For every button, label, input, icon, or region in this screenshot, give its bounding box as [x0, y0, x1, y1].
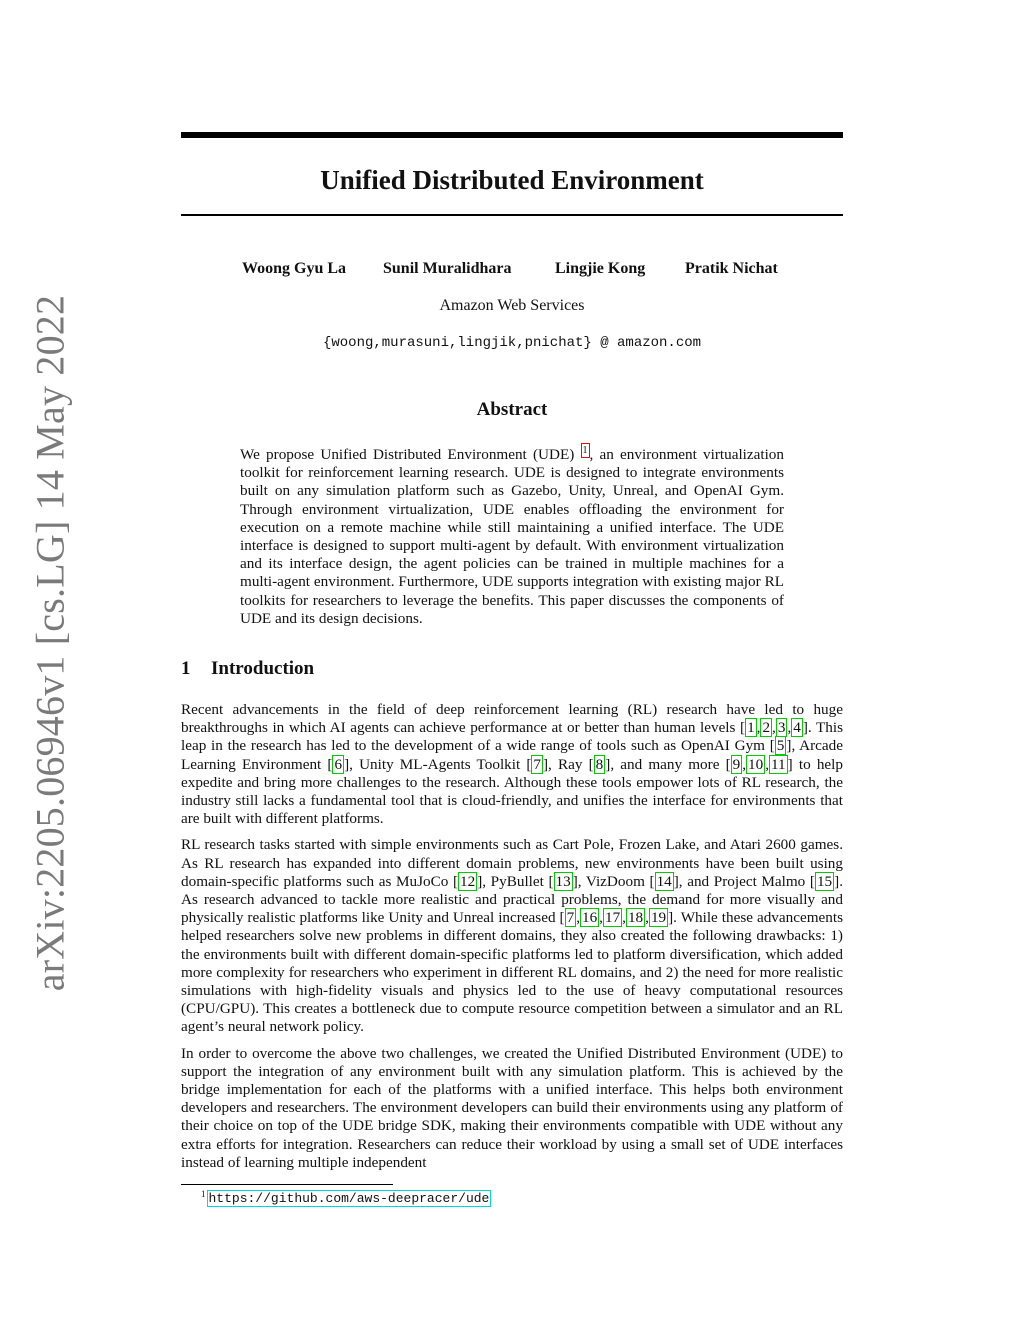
paragraph-text: ,	[787, 719, 792, 737]
paragraph-text: ,	[622, 909, 626, 927]
paragraph-text: In order to overcome the above two challenges, we created the Unified Distributed Environment (UDE) to support the integration of any environment built with any simulation platform. This is achieved by the bridge implementation for each of the platforms with a unified interface. This helps both environment developers and researchers. The environment developers can build their environments using any platform of their choice on top of the UDE bridge SDK, making their environments compatible with UDE without any extra efforts for integration. Researchers can reduce their workload by using a small set of UDE interfaces instead of learning multiple independent	[181, 1044, 843, 1171]
citation-link[interactable]: 8	[595, 755, 604, 773]
paragraph-text: ,	[576, 909, 580, 927]
affiliation: Amazon Web Services	[439, 297, 585, 314]
paragraph-text: ,	[765, 755, 770, 773]
citation-link[interactable]: 14	[656, 872, 672, 890]
paragraph-text: ,	[756, 719, 761, 737]
citation-link[interactable]: 12	[460, 872, 476, 890]
section-number: 1	[181, 658, 191, 679]
citation-link[interactable]: 16	[581, 909, 598, 927]
author-list	[181, 260, 843, 284]
paragraph-text: ], and many more [	[605, 755, 731, 773]
paragraph-text: ], Ray [	[543, 755, 594, 773]
citation-link[interactable]: 5	[776, 737, 785, 755]
title-bottom-rule	[181, 214, 843, 216]
repository-link[interactable]: https://github.com/aws-deepracer/ude	[208, 1191, 490, 1207]
intro-paragraph	[181, 836, 843, 1036]
footnote-mark: 1	[201, 1189, 206, 1199]
footnote	[201, 1189, 491, 1206]
citation-link[interactable]: 9	[732, 755, 741, 773]
citation-link[interactable]: 11	[771, 755, 786, 773]
citation-link[interactable]: 17	[604, 909, 621, 927]
citation-link[interactable]: 13	[555, 872, 571, 890]
footnote-link[interactable]: 1	[582, 445, 588, 456]
author-name: Sunil Muralidhara	[383, 260, 512, 277]
paragraph-text: Recent advancements in the field of deep reinforcement learning (RL) research have led to huge breakthroughs in which AI agents can achieve performance at or better than human levels [	[181, 701, 843, 737]
citation-link[interactable]: 7	[566, 909, 575, 927]
paragraph-text: RL research tasks started with simple environments such as Cart Pole, Frozen Lake, and Atari 2600 games. As RL research has expanded into different domain problems, new environments have been built using domain-specific platforms such as MuJoCo [	[181, 836, 843, 890]
intro-paragraph	[181, 701, 843, 828]
section-title: Introduction	[211, 658, 315, 679]
citation-link[interactable]: 18	[627, 909, 644, 927]
citation-link[interactable]: 4	[793, 719, 801, 737]
citation-link[interactable]: 1	[747, 719, 755, 737]
arxiv-identifier-stamp: arXiv:2205.06946v1 [cs.LG] 14 May 2022	[27, 294, 73, 992]
citation-link[interactable]: 2	[762, 719, 771, 737]
citation-link[interactable]: 19	[650, 909, 667, 927]
paper-title: Unified Distributed Environment	[320, 165, 704, 195]
paragraph-text: ,	[772, 719, 776, 737]
citation-link[interactable]: 10	[748, 755, 764, 773]
abstract-text-rest: , an environment virtualization toolkit for reinforcement learning research. UDE is designed to integrate environments built on any simulation platform such as Gazebo, Unity, Unreal, and OpenAI Gym. Through environment virtualization, UDE enables offloading the environment for execution on a remote machine while still maintaining a unified interface. The UDE interface is designed to support multi-agent by default. With environment virtualization and its interface design, the agent policies can be trained in multiple machines for a multi-agent environment. Furthermore, UDE supports integration with existing major RL toolkits for researchers to leverage the benefits. This paper discusses the components of UDE and its design decisions.	[240, 446, 784, 627]
author-name: Pratik Nichat	[685, 260, 778, 277]
paragraph-text: ]. As research advanced to tackle more realistic and practical problems, the demand for more visually and physically realistic platforms like Unity and Unreal increased [	[181, 872, 843, 927]
citation-link[interactable]: 6	[334, 755, 343, 773]
author-name: Lingjie Kong	[555, 260, 646, 277]
paragraph-text: ] to help expedite and bring more challenges to the research. Although these tools empower lots of RL research, the industry still lacks a fundamental tool that is cloud-friendly, and unifies the interface for environments that are built with different platforms.	[181, 755, 843, 828]
paragraph-text: ]. This leap in the research has led to the development of a wide range of tools such as OpenAI Gym [	[181, 719, 843, 755]
paragraph-text: ], Arcade Learning Environment [	[181, 737, 843, 773]
abstract-heading: Abstract	[476, 399, 548, 420]
paragraph-text: ,	[599, 909, 603, 927]
paragraph-text: ], VizDoom [	[572, 872, 655, 890]
title-top-rule	[181, 132, 843, 138]
abstract-text-start: We propose Unified Distributed Environment (UDE)	[240, 446, 581, 464]
intro-paragraph	[181, 1045, 843, 1172]
citation-link[interactable]: 15	[816, 872, 833, 890]
citation-link[interactable]: 3	[777, 719, 786, 737]
paragraph-text: ]. While these advancements helped researchers solve new problems in different domains, they also created the following drawbacks: 1) the environments built with different domain-specific platforms led to platform diversification, which added more complexity for researchers who experiment in different RL domains, and 2) the need for more realistic simulations with high-fidelity visuals and physics led to the use of heavy computational resources (CPU/GPU). This creates a bottleneck due to compute resource competition between a simulator and an RL agent’s neural network policy.	[181, 909, 843, 1036]
paragraph-text: ,	[645, 909, 649, 927]
citation-link[interactable]: 7	[533, 755, 541, 773]
paragraph-text: ,	[742, 755, 747, 773]
footnote-rule	[181, 1184, 393, 1185]
paragraph-text: ], PyBullet [	[477, 872, 554, 890]
paragraph-text: ], Unity ML-Agents Toolkit [	[344, 755, 532, 773]
author-name: Woong Gyu La	[242, 260, 347, 277]
author-emails: {woong,murasuni,lingjik,pnichat} @ amazon.com	[322, 335, 702, 351]
introduction-body	[181, 701, 843, 1180]
section-heading	[181, 658, 314, 680]
paragraph-text: ], and Project Malmo [	[673, 872, 815, 890]
abstract-body	[240, 443, 784, 628]
